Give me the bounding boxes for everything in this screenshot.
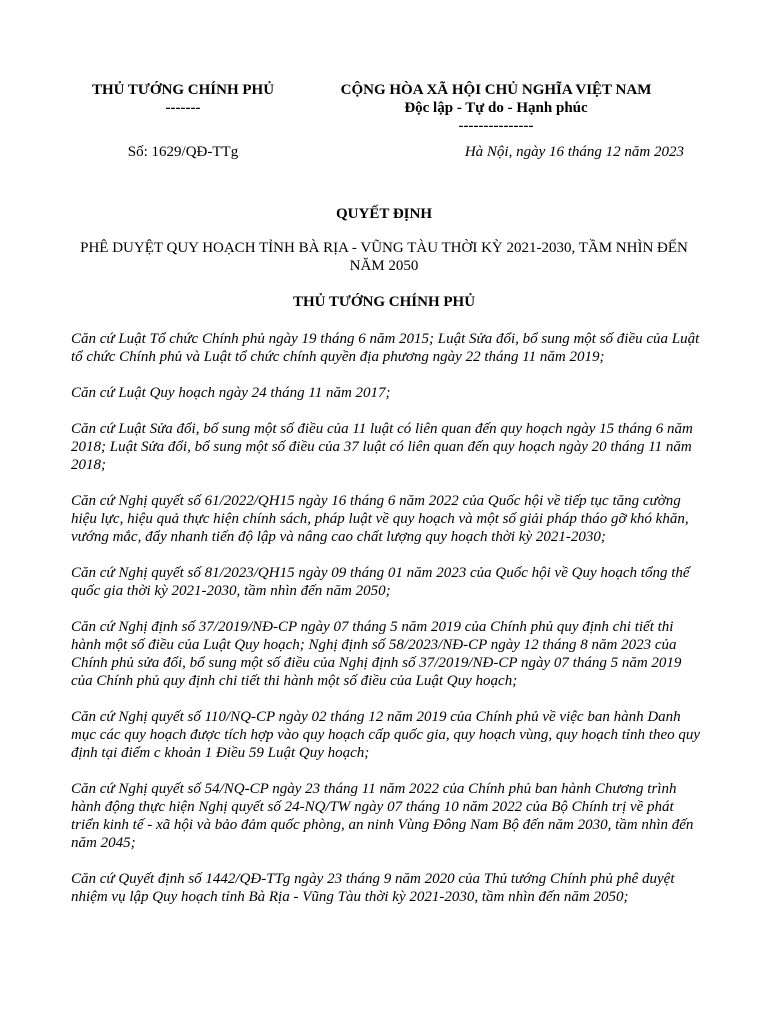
issuer-rule: -------	[165, 100, 201, 116]
legal-basis-paragraph: Căn cứ Nghị quyết số 61/2022/QH15 ngày 16 tháng 6 năm 2022 của Quốc hội về tiếp tục tăng cường hiệu lực, hiệu quả thực hiện chính sách, pháp luật về quy hoạch và một số giải pháp tháo gỡ khó khăn, vướng mắc, đẩy nhanh tiến độ lập và nâng cao chất lượng quy hoạch thời kỳ 2021-2030;	[71, 493, 689, 545]
legal-basis-paragraph: Căn cứ Luật Tổ chức Chính phủ ngày 19 tháng 6 năm 2015; Luật Sửa đổi, bổ sung một số điều của Luật tổ chức Chính phủ và Luật tổ chức chính quyền địa phương ngày 22 tháng 11 năm 2019;	[71, 331, 700, 365]
legal-basis-paragraph: Căn cứ Nghị quyết số 54/NQ-CP ngày 23 tháng 11 năm 2022 của Chính phủ ban hành Chương trình hành động thực hiện Nghị quyết số 24-NQ/TW ngày 07 tháng 10 năm 2022 của Bộ Chính trị về phát triển kinh tế - xã hội và bảo đảm quốc phòng, an ninh Vùng Đông Nam Bộ đến năm 2030, tầm nhìn đến năm 2045;	[71, 781, 694, 851]
national-motto: Độc lập - Tự do - Hạnh phúc	[404, 100, 588, 116]
legal-basis-paragraph: Căn cứ Nghị quyết số 81/2023/QH15 ngày 09 tháng 01 năm 2023 của Quốc hội về Quy hoạch tổng thể quốc gia thời kỳ 2021-2030, tầm nhìn đến năm 2050;	[71, 565, 690, 599]
legal-basis-paragraph: Căn cứ Nghị định số 37/2019/NĐ-CP ngày 07 tháng 5 năm 2019 của Chính phủ quy định chi tiết thi hành một số điều của Luật Quy hoạch; Nghị định số 58/2023/NĐ-CP ngày 12 tháng 8 năm 2023 của Chính phủ sửa đổi, bổ sung một số điều của Nghị định số 37/2019/NĐ-CP ngày 07 tháng 5 năm 2019 của Chính phủ quy định chi tiết thi hành một số điều của Luật Quy hoạch;	[71, 619, 682, 689]
legal-basis-paragraph: Căn cứ Luật Quy hoạch ngày 24 tháng 11 năm 2017;	[71, 385, 391, 401]
document-title: PHÊ DUYỆT QUY HOẠCH TỈNH BÀ RỊA - VŨNG TÀU THỜI KỲ 2021-2030, TẦM NHÌN ĐẾN NĂM 2050	[80, 240, 688, 274]
motto-rule: ---------------	[458, 118, 534, 134]
document-type: QUYẾT ĐỊNH	[336, 206, 432, 222]
issuing-authority: THỦ TƯỚNG CHÍNH PHỦ	[292, 294, 476, 310]
document-number: Số: 1629/QĐ-TTg	[127, 144, 239, 160]
legal-basis-paragraph: Căn cứ Quyết định số 1442/QĐ-TTg ngày 23 tháng 9 năm 2020 của Thủ tướng Chính phủ phê duyệt nhiệm vụ lập Quy hoạch tỉnh Bà Rịa - Vũng Tàu thời kỳ 2021-2030, tầm nhìn đến năm 2050;	[71, 871, 675, 905]
country-name: CỘNG HÒA XÃ HỘI CHỦ NGHĨA VIỆT NAM	[340, 82, 652, 98]
legal-basis-paragraph: Căn cứ Luật Sửa đổi, bổ sung một số điều của 11 luật có liên quan đến quy hoạch ngày 15 tháng 6 năm 2018; Luật Sửa đổi, bổ sung một số điều của 37 luật có liên quan đến quy hoạch ngày 20 tháng 11 năm 2018;	[71, 421, 693, 473]
issuer-name: THỦ TƯỚNG CHÍNH PHỦ	[91, 82, 275, 98]
place-date: Hà Nội, ngày 16 tháng 12 năm 2023	[464, 144, 684, 160]
legal-basis-paragraph: Căn cứ Nghị quyết số 110/NQ-CP ngày 02 tháng 12 năm 2019 của Chính phủ về việc ban hành Danh mục các quy hoạch được tích hợp vào quy hoạch cấp quốc gia, quy hoạch vùng, quy hoạch tỉnh theo quy định tại điểm c khoản 1 Điều 59 Luật Quy hoạch;	[71, 709, 701, 761]
